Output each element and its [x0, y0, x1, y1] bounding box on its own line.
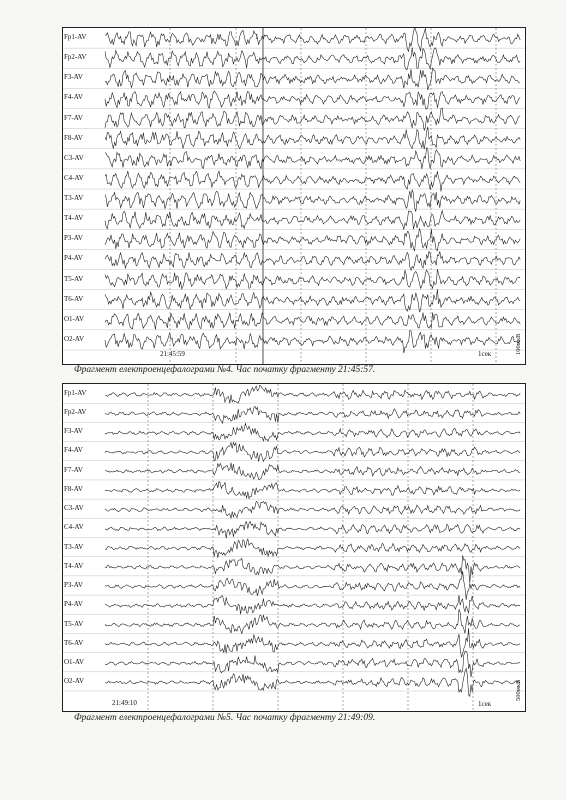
time-marker-fragment-5: 21:49:10 [112, 699, 137, 707]
channel-label: F8-AV [64, 484, 83, 493]
channel-label: F3-AV [64, 427, 83, 436]
channel-label: O1-AV [64, 314, 85, 323]
eeg-trace [105, 171, 520, 191]
eeg-trace [105, 289, 520, 312]
channel-label: Fp1-AV [64, 33, 87, 42]
channel-label: Fp1-AV [64, 388, 87, 397]
eeg-trace [105, 210, 520, 229]
eeg-trace [105, 481, 520, 498]
eeg-trace [105, 68, 520, 90]
channel-label: P4-AV [64, 254, 83, 263]
channel-label: C3-AV [64, 504, 84, 513]
eeg-trace [105, 48, 520, 70]
channel-label: F7-AV [64, 465, 83, 474]
channel-label: P4-AV [64, 600, 83, 609]
eeg-trace [105, 651, 520, 677]
eeg-trace [105, 442, 520, 461]
channel-label: P3-AV [64, 234, 83, 243]
eeg-trace [105, 251, 520, 270]
channel-label: T3-AV [64, 194, 84, 203]
amplitude-scale-fragment-5: 500мкВ [515, 679, 522, 701]
eeg-trace [105, 313, 520, 330]
eeg-traces-fragment-4 [63, 28, 525, 364]
eeg-trace [105, 521, 520, 538]
channel-label: C3-AV [64, 153, 84, 162]
channel-label: T5-AV [64, 619, 84, 628]
channel-label: T5-AV [64, 274, 84, 283]
eeg-fragment-5-panel [62, 383, 526, 712]
eeg-trace [105, 669, 520, 697]
channel-label: F4-AV [64, 93, 83, 102]
channel-label: C4-AV [64, 173, 84, 182]
channel-label: T6-AV [64, 638, 84, 647]
eeg-trace [105, 28, 520, 51]
time-scale-fragment-4: 1сек [478, 350, 492, 358]
channel-label: O2-AV [64, 334, 85, 343]
eeg-trace [105, 571, 520, 600]
channel-label: T4-AV [64, 214, 84, 223]
channel-label: O1-AV [64, 658, 85, 667]
eeg-trace [105, 148, 520, 169]
eeg-trace [105, 463, 520, 480]
eeg-trace [105, 609, 520, 633]
caption-fragment-4: Фрагмент електроенцефалограми №4. Час початку фрагменту 21:45:57. [74, 365, 376, 375]
eeg-trace [105, 228, 520, 250]
channel-label: C4-AV [64, 523, 84, 532]
eeg-trace [105, 108, 520, 131]
eeg-trace [105, 555, 520, 583]
channel-label: Fp2-AV [64, 407, 87, 416]
eeg-trace [105, 423, 520, 441]
amplitude-scale-fragment-4: 100мкВ [515, 333, 522, 355]
eeg-trace [105, 539, 520, 558]
eeg-trace [105, 127, 520, 149]
channel-label: F3-AV [64, 73, 83, 82]
channel-label: Fp2-AV [64, 53, 87, 62]
eeg-trace [105, 595, 520, 614]
eeg-trace [105, 91, 520, 109]
channel-label: T4-AV [64, 561, 84, 570]
eeg-traces-fragment-5 [63, 384, 525, 711]
eeg-trace [105, 269, 520, 289]
channel-label: F8-AV [64, 133, 83, 142]
time-scale-fragment-5: 1сек [478, 700, 492, 708]
eeg-fragment-4-panel [62, 27, 526, 365]
eeg-trace [105, 406, 520, 423]
channel-label: O2-AV [64, 677, 85, 686]
eeg-trace [105, 385, 520, 403]
caption-fragment-5: Фрагмент електроенцефалограми №5. Час початку фрагменту 21:49:09. [74, 713, 376, 723]
channel-label: T3-AV [64, 542, 84, 551]
channel-label: P3-AV [64, 581, 83, 590]
event-marker: 1 [255, 33, 259, 41]
channel-label: T6-AV [64, 294, 84, 303]
time-marker-fragment-4: 21:45:59 [160, 350, 185, 358]
channel-label: F4-AV [64, 446, 83, 455]
channel-label: F7-AV [64, 113, 83, 122]
eeg-trace [105, 501, 520, 518]
eeg-trace [105, 190, 520, 212]
